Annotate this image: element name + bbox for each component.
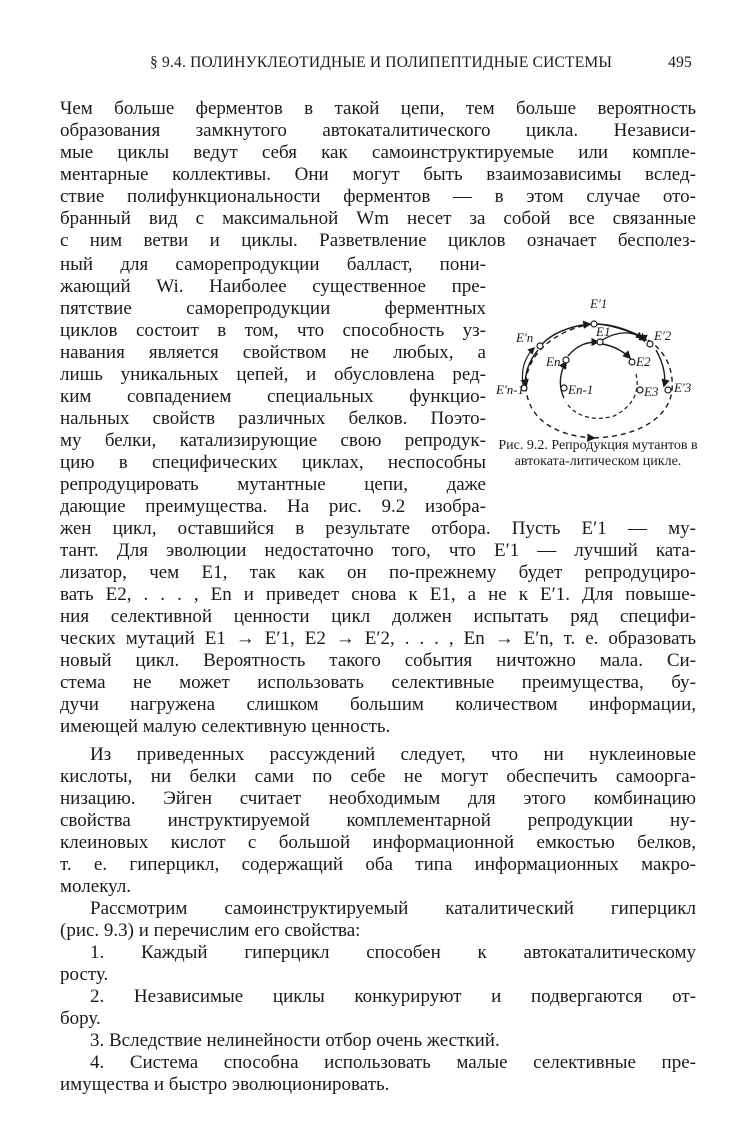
text-line: мые циклы ведут себя как самоинструктируемые или компле- — [60, 142, 696, 163]
text-line: дучи нагружена слишком большим количеством информации, — [60, 694, 696, 715]
figure-caption — [494, 438, 702, 470]
node-e1 — [597, 339, 603, 345]
text-line: образования замкнутого автокаталитического цикла. Независи- — [60, 120, 696, 141]
section-title: § 9.4. ПОЛИНУКЛЕОТИДНЫЕ И ПОЛИПЕПТИДНЫЕ СИСТЕМЫ — [150, 54, 613, 71]
label-enp: E′n — [516, 330, 534, 345]
label-en1p: E′n-1 — [496, 382, 525, 397]
list-item: 3. Вследствие нелинейности отбор очень жесткий. — [90, 1030, 500, 1051]
text-line: Чем больше ферментов в такой цепи, тем больше вероятность — [60, 98, 696, 119]
text-line: вать E2, . . . , En и приведет снова к E1, а не к E′1. Для повыше- — [60, 584, 696, 605]
text-line: клеиновых кислот с большой информационной емкостью белков, — [60, 832, 696, 853]
inner-cycle-arc-left — [560, 362, 566, 398]
list-item: 4. Система способна использовать малые селективные пре- — [90, 1052, 696, 1073]
node-e2 — [629, 359, 635, 365]
list-item-cont: росту. — [60, 964, 109, 985]
text-line: тант. Для эволюции недостаточно того, что E′1 — лучший ката- — [60, 540, 696, 561]
outer-cycle-arc-right — [594, 336, 672, 438]
text-line: т. е. гиперцикл, содержащий оба типа информационных макро- — [60, 854, 696, 875]
label-en: En — [546, 354, 561, 369]
text-line: стема не может использовать селективные преимущества, бу- — [60, 672, 696, 693]
text-line: свойства инструктируемой комплементарной репродукции ну- — [60, 810, 696, 831]
text-line: нальных свойств различных белков. Поэто- — [60, 408, 486, 429]
node-en1 — [561, 385, 567, 391]
text-line: Из приведенных рассуждений следует, что ни нуклеиновые — [90, 744, 696, 765]
label-e1: E1 — [596, 324, 611, 339]
text-line: цию в специфических циклах, неспособны — [60, 452, 486, 473]
text-line: бранный вид с максимальной Wm несет за собой все связанные — [60, 208, 696, 229]
inner-cycle-arc-right — [602, 344, 630, 358]
text-line: имеющей малую селективную ценность. — [60, 716, 391, 737]
text-line: лизатор, чем E1, так как он по-прежнему будет репродуциро- — [60, 562, 696, 583]
text-line: дающие преимущества. На рис. 9.2 изобра- — [60, 496, 486, 517]
label-en1: En-1 — [568, 382, 594, 397]
text-line: ментарные коллективы. Они могут быть взаимозависимы вслед- — [60, 164, 696, 185]
label-e2: E2 — [636, 354, 651, 369]
text-line: му белки, катализирующие свою репродук- — [60, 430, 486, 451]
text-line: низацию. Эйген считает необходимым для этого комбинацию — [60, 788, 696, 809]
text-line: ния селективной ценности цикл должен испытать ряд специфи- — [60, 606, 696, 627]
node-enp — [537, 343, 543, 349]
paragraph-1-bottom — [60, 518, 696, 738]
list-item: 2. Независимые циклы конкурируют и подвергаются от- — [90, 986, 696, 1007]
paragraph-1-top — [60, 98, 696, 252]
caption-text: Репродукция мутантов в автоката-литическом цикле. — [514, 438, 698, 469]
label-e3: E3 — [644, 384, 659, 399]
paragraph-2 — [60, 744, 696, 898]
text-line: новый цикл. Вероятность такого события ничтожно мала. Си- — [60, 650, 696, 671]
text-line: молекул. — [60, 876, 132, 897]
paragraph-1-wrapped — [60, 254, 486, 518]
page-number: 495 — [668, 54, 692, 71]
text-line: Рассмотрим самоинструктируемый каталитический гиперцикл — [90, 898, 696, 919]
inner-cycle-arc-top — [568, 342, 598, 356]
list-item-cont: бору. — [60, 1008, 101, 1029]
node-e3p — [665, 387, 671, 393]
text-line: навания является свойством не любых, а — [60, 342, 486, 363]
text-line: пятствие саморепродукции ферментных — [60, 298, 486, 319]
text-line: жающий Wi. Наиболее существенное пре- — [60, 276, 486, 297]
text-line: с ним ветви и циклы. Разветвление циклов означает бесполез- — [60, 230, 696, 251]
node-e2p — [647, 341, 653, 347]
paragraph-3 — [60, 898, 696, 942]
running-header — [60, 54, 700, 78]
text-line: ческих мутаций E1 → E′1, E2 → E′2, . . . , En → E′n, т. е. образовать — [60, 628, 696, 649]
caption-label: Рис. 9.2. — [498, 438, 548, 453]
text-line: ный для саморепродукции балласт, пони- — [60, 254, 486, 275]
text-line: репродуцировать мутантные цепи, даже — [60, 474, 486, 495]
text-line: лишь уникальных цепей, и обусловлена ред- — [60, 364, 486, 385]
text-line: циклов состоит в том, что способность уз- — [60, 320, 486, 341]
text-line: ким совпадением специальных функцио- — [60, 386, 486, 407]
node-en — [563, 357, 569, 363]
label-e1p-top: E′1 — [590, 296, 608, 311]
text-line: (рис. 9.3) и перечислим его свойства: — [60, 920, 361, 941]
list-item-cont: имущества и быстро эволюционировать. — [60, 1074, 390, 1095]
label-e3p: E′3 — [674, 380, 692, 395]
label-e2p: E′2 — [654, 328, 672, 343]
text-line: жен цикл, оставшийся в результате отбора. Пусть E′1 — му- — [60, 518, 696, 539]
list-item: 1. Каждый гиперцикл способен к автокаталитическому — [90, 942, 696, 963]
text-line: кислоты, ни белки сами по себе не могут обеспечить самоорга- — [60, 766, 696, 787]
properties-list — [60, 942, 696, 1096]
text-line: ствие полифункциональности ферментов — в этом случае ото- — [60, 186, 696, 207]
node-e3 — [637, 387, 643, 393]
